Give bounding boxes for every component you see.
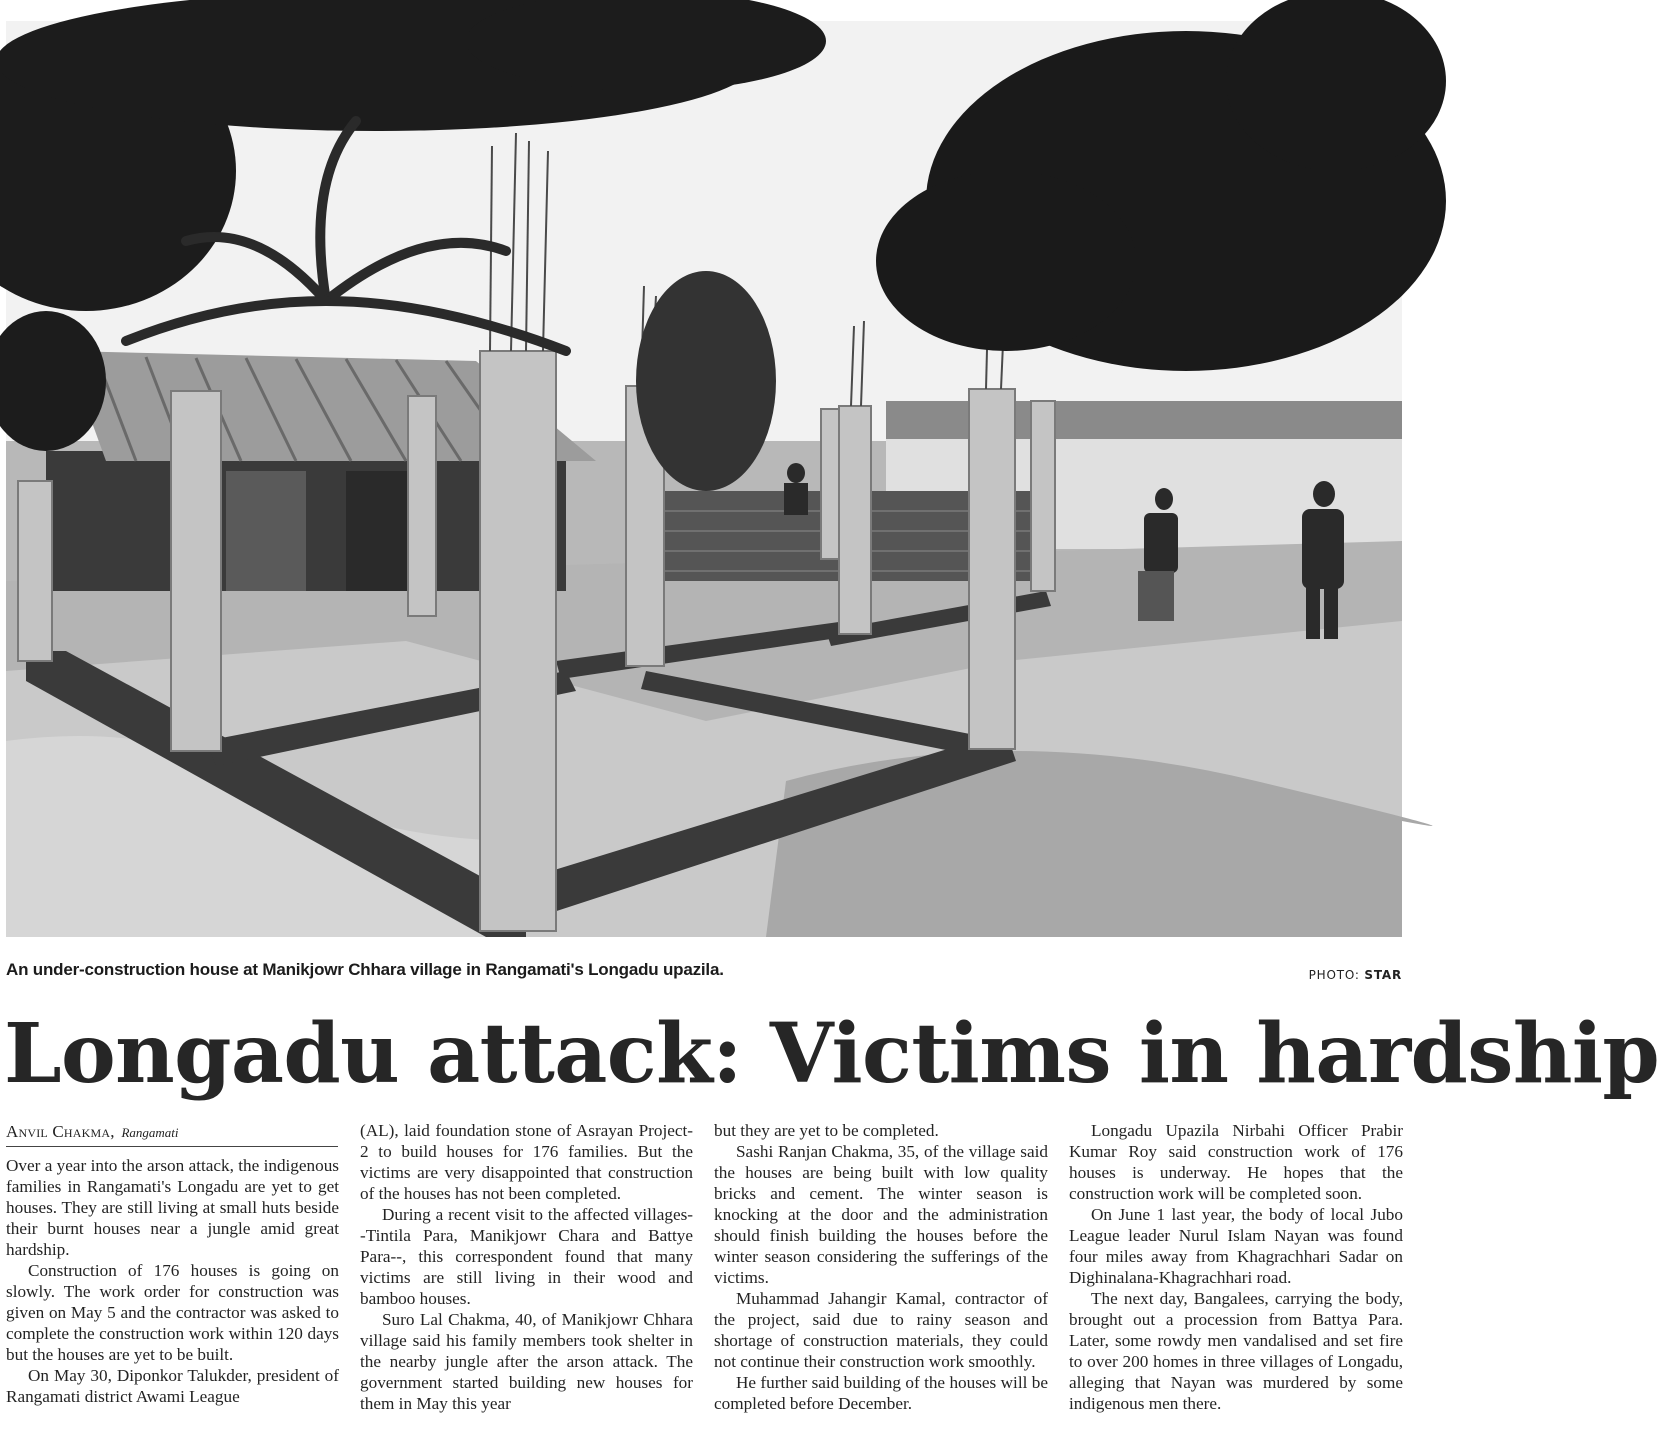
article-paragraph: On June 1 last year, the body of local Jubo League leader Nurul Islam Nayan was found four miles away from Khagrachhari Sadar on Dighinalana-Khagrachhari road.: [1069, 1205, 1403, 1287]
photo-credit: [1309, 968, 1402, 982]
article-column-4: [1069, 1120, 1403, 1414]
article-paragraph: Over a year into the arson attack, the indigenous families in Rangamati's Longadu are yet to get houses. They are still living at small huts beside their burnt houses near a jungle amid great hardship.: [6, 1156, 339, 1259]
news-photo: [6, 21, 1402, 937]
photo-caption: An under-construction house at Manikjowr Chhara village in Rangamati's Longadu upazila.: [6, 960, 724, 979]
article-paragraph: Longadu Upazila Nirbahi Officer Prabir Kumar Roy said construction work of 176 houses is underway. He hopes that the construction work will be completed soon.: [1069, 1121, 1403, 1203]
article-column-1: [6, 1155, 339, 1407]
article-paragraph: He further said building of the houses will be completed before December.: [714, 1373, 1048, 1413]
byline-author: Anvil Chakma,: [6, 1122, 115, 1141]
article-paragraph: The next day, Bangalees, carrying the body, brought out a procession from Battya Para. Later, some rowdy men vandalised and set fire to over 200 homes in three villages of Longadu, alleging that Nayan was murdered by some indigenous men there.: [1069, 1289, 1403, 1413]
article-paragraph: Sashi Ranjan Chakma, 35, of the village said the houses are being built with low quality bricks and cement. The winter season is knocking at the door and the administration should finish building the houses before the winter season considering the sufferings of the victims.: [714, 1142, 1048, 1287]
article-paragraph: During a recent visit to the affected villages--Tintila Para, Manikjowr Chara and Battye Para--, this correspondent found that many victims are still living in their wood and bamboo houses.: [360, 1205, 693, 1308]
article-paragraph: Suro Lal Chakma, 40, of Manikjowr Chhara village said his family members took shelter in the nearby jungle after the arson attack. The government started building new houses for them in May this year: [360, 1310, 693, 1413]
headline: Longadu attack: Victims in hardship: [4, 1006, 1659, 1102]
article-paragraph: (AL), laid foundation stone of Asrayan Project-2 to build houses for 176 families. But the victims are very disappointed that construction of the houses has not been completed.: [360, 1121, 693, 1203]
photo-credit-label: PHOTO:: [1308, 968, 1360, 982]
article-paragraph: but they are yet to be completed.: [714, 1121, 939, 1140]
article-column-3: [714, 1120, 1048, 1414]
construction-site-illustration: [6, 21, 1402, 937]
byline-place: Rangamati: [121, 1125, 179, 1140]
article-paragraph: Construction of 176 houses is going on slowly. The work order for construction was given on May 5 and the contractor was asked to complete the construction work within 120 days but the houses are yet to be built.: [6, 1261, 339, 1364]
article-paragraph: Muhammad Jahangir Kamal, contractor of the project, said due to rainy season and shortage of construction materials, they could not continue their construction work smoothly.: [714, 1289, 1048, 1371]
byline: [6, 1122, 338, 1147]
article-paragraph: On May 30, Diponkor Talukder, president of Rangamati district Awami League: [6, 1366, 339, 1406]
photo-credit-source: STAR: [1364, 968, 1402, 982]
article-column-2: [360, 1120, 693, 1414]
